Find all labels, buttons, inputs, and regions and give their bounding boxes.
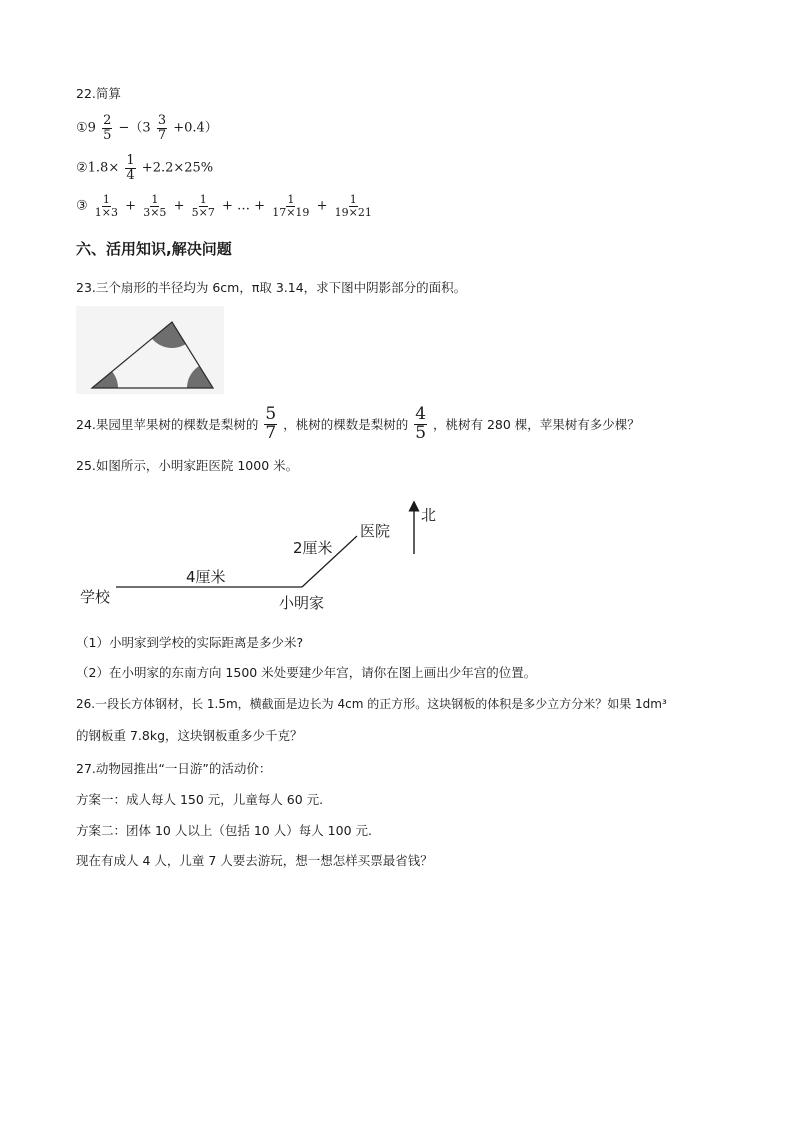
q24-text <box>76 406 640 443</box>
q22-item3-plus-4: + <box>254 198 266 214</box>
q23-text: 23.三个扇形的半径均为 6cm，π取 3.14，求下图中阴影部分的面积。 <box>76 280 467 295</box>
q22-item2-fraction: $\frac{1}{4}$ <box>126 153 135 183</box>
q27-plan-2: 方案二：团体 10 人以上（包括 10 人）每人 100 元. <box>76 823 372 838</box>
q22-item1-tail: +0.4） <box>173 120 218 136</box>
q22-item3-term-3: $\frac{1}{5\times 7}$ <box>191 193 215 219</box>
hospital-label: 医院 <box>360 522 391 540</box>
q24-part-3: ，桃树有 280 棵，苹果树有多少棵？ <box>433 417 640 433</box>
q25-map-figure <box>70 496 450 618</box>
q22-item2-marker: ②1.8× <box>76 160 120 176</box>
q25-sub-2: （2）在小明家的东南方向 1500 米处要建少年宫，请你在图上画出少年宫的位置。 <box>76 665 537 680</box>
q24-fraction-2: $\frac{4}{5}$ <box>415 404 427 443</box>
q22-item1-fraction-1: $\frac{2}{5}$ <box>103 113 112 143</box>
q22-title: 22.简算 <box>76 86 121 101</box>
north-label: 北 <box>421 506 437 524</box>
q22-item3-plus-3: + <box>221 198 233 214</box>
segment-school-home-label: 4厘米 <box>186 568 226 586</box>
q26-line-1: 26.一段长方体钢材，长 1.5m，横截面是边长为 4cm 的正方形。这块钢板的体积是多少立方分米？如果 1dm³ <box>76 697 667 711</box>
q22-item3-term-1: $\frac{1}{1\times 3}$ <box>94 193 119 219</box>
q22-item3 <box>76 194 375 218</box>
q24-part-1: 24.果园里苹果树的棵数是梨树的 <box>76 417 259 433</box>
q24-part-2: ，桃树的棵数是梨树的 <box>283 417 409 433</box>
q22-item3-ellipsis: … <box>237 198 251 214</box>
q22-item3-marker: ③ <box>76 198 88 214</box>
q22-item1-marker: ①9 <box>76 120 96 136</box>
q22-item1-minus: −（3 <box>118 120 151 136</box>
q22-item3-plus-1: + <box>125 198 137 214</box>
q22-item3-term-4: $\frac{1}{17\times 19}$ <box>272 193 310 219</box>
q25-text: 25.如图所示，小明家距医院 1000 米。 <box>76 458 299 473</box>
q22-item3-term-5: $\frac{1}{19\times 21}$ <box>334 193 372 219</box>
q27-plan-1: 方案一：成人每人 150 元，儿童每人 60 元. <box>76 792 324 807</box>
q22-item3-plus-2: + <box>173 198 185 214</box>
q22-item2 <box>76 154 213 182</box>
home-label: 小明家 <box>279 594 325 612</box>
q27-title: 27.动物园推出“一日游”的活动价： <box>76 761 272 776</box>
q25-sub-1: （1）小明家到学校的实际距离是多少米? <box>76 635 304 650</box>
q22-item2-tail: +2.2×25% <box>141 160 214 176</box>
section-6-title: 六、活用知识,解决问题 <box>76 240 232 258</box>
q26-line-2: 的钢板重 7.8kg，这块钢板重多少千克？ <box>76 728 303 743</box>
q27-question: 现在有成人 4 人，儿童 7 人要去游玩，想一想怎样买票最省钱？ <box>76 853 433 868</box>
segment-home-hospital-label: 2厘米 <box>293 539 333 557</box>
q22-item3-term-2: $\frac{1}{3\times 5}$ <box>143 193 167 219</box>
q22-item1-fraction-2: $\frac{3}{7}$ <box>157 113 167 143</box>
q22-item1 <box>76 114 218 142</box>
q23-triangle-figure <box>76 306 224 394</box>
q22-item3-plus-5: + <box>316 198 328 214</box>
school-label: 学校 <box>80 588 111 606</box>
q24-fraction-1: $\frac{5}{7}$ <box>265 404 277 443</box>
